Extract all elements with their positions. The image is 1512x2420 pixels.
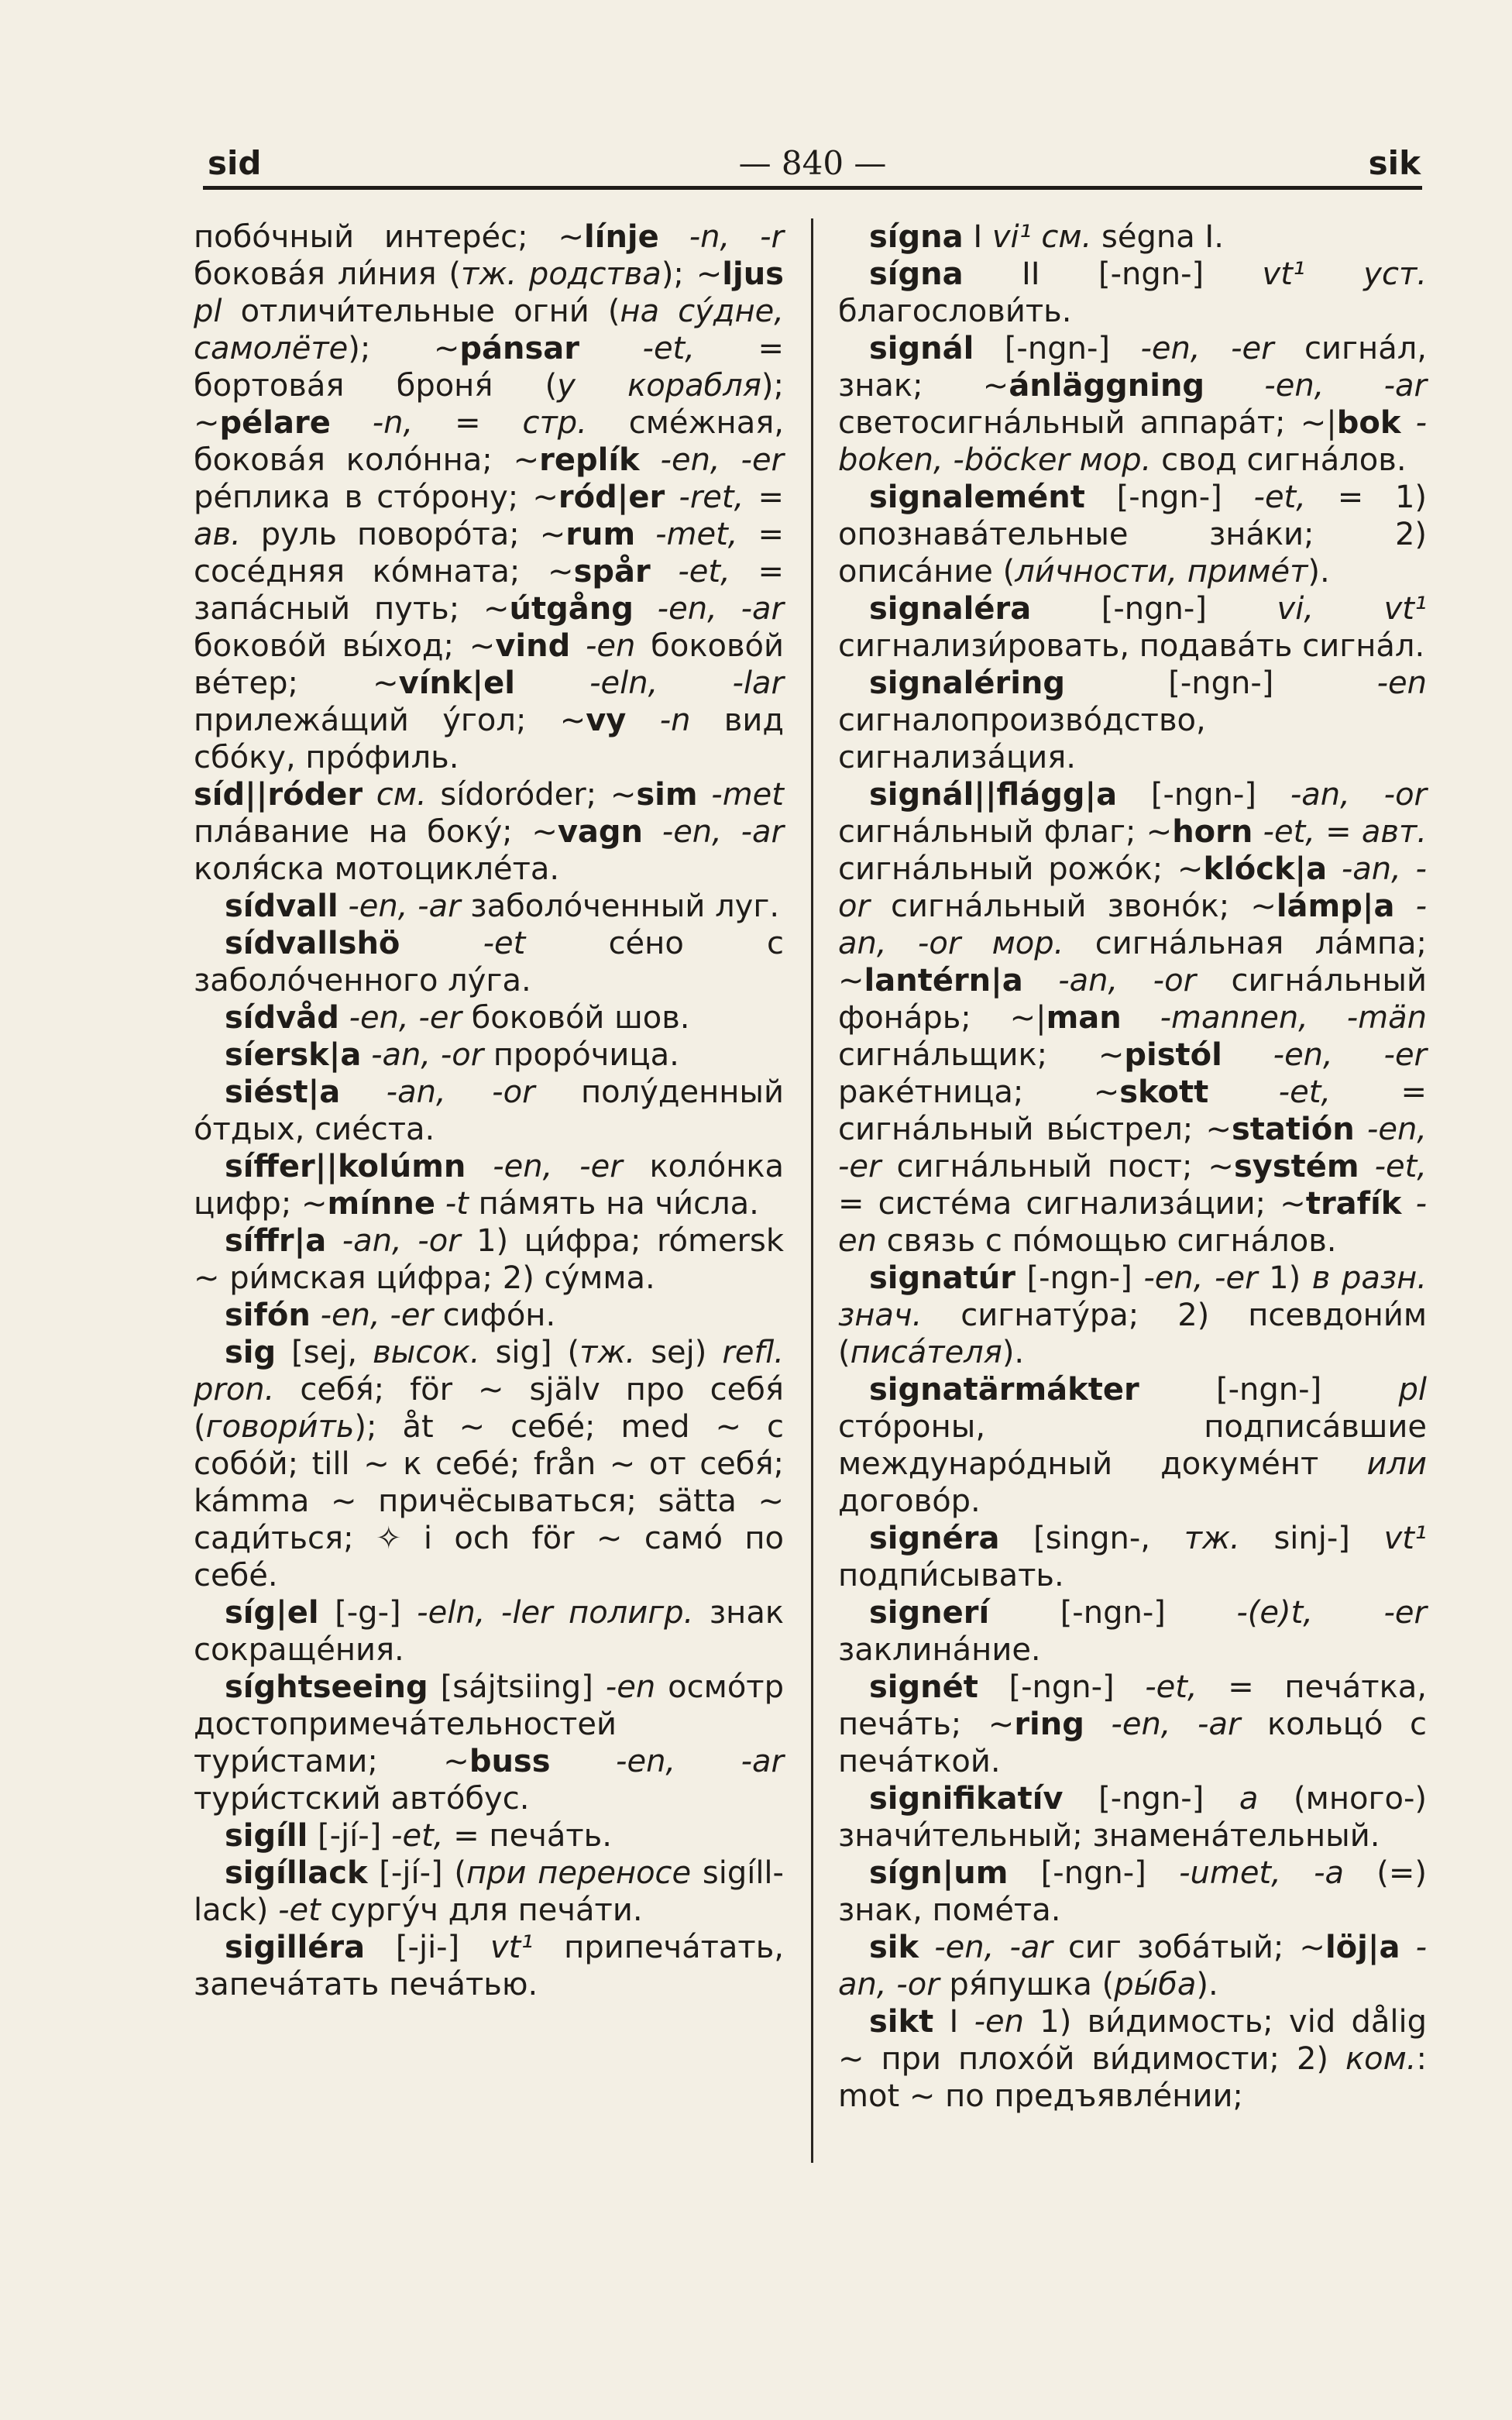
dictionary-entry-signum: sígn|um [-ngn-] -umet, -a (=) знак, поме́та. [838,1855,1427,1928]
dictionary-entry-sifferkolumn: síffer||kolúmn -en, -er коло́нка цифр; ~mínne -t па́мять на чи́сла. [194,1149,785,1222]
dictionary-entry-signera: signéra [singn-, тж. sinj-] vt¹ подпи́сывать. [838,1521,1427,1593]
dictionary-entry-siersk: síersk|a -an, -or проро́чица. [225,1037,679,1073]
dictionary-entry-signal: signál [-ngn-] -en, -er сигна́л, знак; ~ánläggning -en, -ar светосигна́льный аппара́т; ~|bok -boken, -böcker мор. свод сигна́лов. [838,331,1428,478]
dictionary-entry-siffr: síffr|a -an, -or 1) ци́фра; rómersk ~ ри́мская ци́фра; 2) су́мма. [194,1223,785,1296]
dictionary-entry-signa2: sígna II [-ngn-] vt¹ уст. благослови́ть. [838,256,1427,329]
column-divider [811,218,813,2163]
dictionary-entry-siest: siést|a -an, -or полу́денный о́тдых, сие́ста. [194,1074,785,1147]
dictionary-entry-signalflagg: signál||flágg|a [-ngn-] -an, -or сигна́льный флаг; ~horn -et, = авт. сигна́льный рожо́к; ~klóck|a -an, -or сигна́льный звоно́к; ~lámp|a -an, -or мор. сигна́льная ла́мпа; ~lantérn|a -an, -or сигна́льный фона́рь; ~|man -mannen, -män сигна́льщик; ~pistól -en, -er раке́тница; ~skott -et, = сигна́льный вы́стрел; ~statión -en, -er сигна́льный пост; ~systém -et, = систе́ма сигнализа́ции; ~trafík -en связь с по́мощью сигна́лов. [838,777,1428,1259]
dictionary-entry-sidvall: sídvall -en, -ar заболо́ченный луг. [225,889,780,924]
dictionary-entry-sightseeing: síghtseeing [sájtsiing] -en осмо́тр достопримеча́тельностей тури́стами; ~buss -en, -ar тури́стский авто́бус. [194,1669,785,1817]
running-head-right: sik [1368,144,1421,182]
dictionary-entry-signa1: sígna I vi¹ см. ségna I. [869,219,1224,255]
header-rule [203,186,1422,190]
dictionary-entry-sifon: sifón -en, -er сифо́н. [225,1298,556,1333]
dictionary-entry-sig: sig [sej, высок. sig] (тж. sej) refl. pron. себя́; för ~ själv про себя́ (говори́ть); åt ~ себе́; med ~ с собо́й; till ~ к себе́; från ~ от себя́; kámma ~ причёсываться; sätta ~ сади́ться; ✧ i och för ~ само́ по себе́. [194,1335,784,1593]
dictionary-entry-sik: sik -en, -ar сиг зоба́тый; ~löj|a -an, -or ря́пушка (ры́ба). [838,1930,1428,2002]
dictionary-entry-pobochny-cont: побо́чный интере́с; ~línje -n, -r бокова́я ли́ния (тж. родства); ~ljus pl отличи́тельные огни́ (на су́дне, самолёте); ~pánsar -et, = бортова́я броня́ (у корабля); ~pélare -n, = стр. сме́жная, бокова́я коло́нна; ~replík -en, -er ре́плика в сто́рону; ~ród|er -ret, = ав. руль поворо́та; ~rum -met, = сосе́дняя ко́мната; ~spår -et, = запа́сный путь; ~útgång -en, -ar боково́й вы́ход; ~vind -en боково́й ве́тер; ~vínk|el -eln, -lar прилежа́щий у́гол; ~vy -n вид сбо́ку, про́филь. [194,219,784,775]
dictionary-entry-signatarmakter: signatärmákter [-ngn-] pl сто́роны, подписа́вшие междунаро́дный докуме́нт или догово́р. [838,1372,1427,1519]
dictionary-entry-signeri: signerí [-ngn-] -(e)t, -er заклина́ние. [838,1595,1427,1668]
dictionary-entry-sidvallsho: sídvallshö -et се́но с заболо́ченного лу́га. [194,926,784,999]
running-head [203,138,1422,192]
dictionary-entry-sigill: sigíll [-jí-] -et, = печа́ть. [225,1818,612,1854]
dictionary-entry-signalera: signaléra [-ngn-] vi, vt¹ сигнализи́ровать, подава́ть сигна́л. [838,591,1428,664]
dictionary-entry-sidroder: síd||róder см. sídoróder; ~sim -met пла́вание на боку́; ~vagn -en, -ar коля́ска мотоцикле́та. [194,777,784,887]
running-head-left: sid [208,144,262,182]
dictionary-entry-signalering: signaléring [-ngn-] -en сигналопроизво́дство, сигнализа́ция. [838,665,1427,775]
left-column [194,218,784,2003]
dictionary-entry-sigillera: sigilléra [-ji-] vt¹ припеча́тать, запеча́тать печа́тью. [194,1930,785,2002]
dictionary-entry-signifikativ: signifikatív [-ngn-] a (много-) значи́тельный; знамена́тельный. [838,1781,1427,1854]
dictionary-entry-signalement: signalemént [-ngn-] -et, = 1) опознава́тельные зна́ки; 2) описа́ние (ли́чности, приме́т). [838,480,1427,590]
dictionary-entry-signet: signét [-ngn-] -et, = печа́тка, печа́ть; ~ring -en, -ar кольцо́ с печа́ткой. [838,1669,1427,1779]
dictionary-entry-sikt: sikt I -en 1) ви́димость; vid dålig ~ при плохо́й ви́димости; 2) ком.: mot ~ по предъявле́нии; [838,2004,1427,2114]
dictionary-entry-sigel: síg|el [-g-] -eln, -ler полигр. знак сокраще́ния. [194,1595,785,1668]
page-number: — 840 — [738,144,887,182]
dictionary-entry-signatur: signatúr [-ngn-] -en, -er 1) в разн. знач. сигнату́ра; 2) псевдони́м (писа́теля). [838,1260,1428,1370]
right-column [838,218,1427,2115]
dictionary-entry-sidvad: sídvåd -en, -er боково́й шов. [225,1000,690,1036]
dictionary-entry-sigillack: sigíllack [-jí-] (при переносе sigíll-lack) -et сургу́ч для печа́ти. [194,1855,784,1928]
